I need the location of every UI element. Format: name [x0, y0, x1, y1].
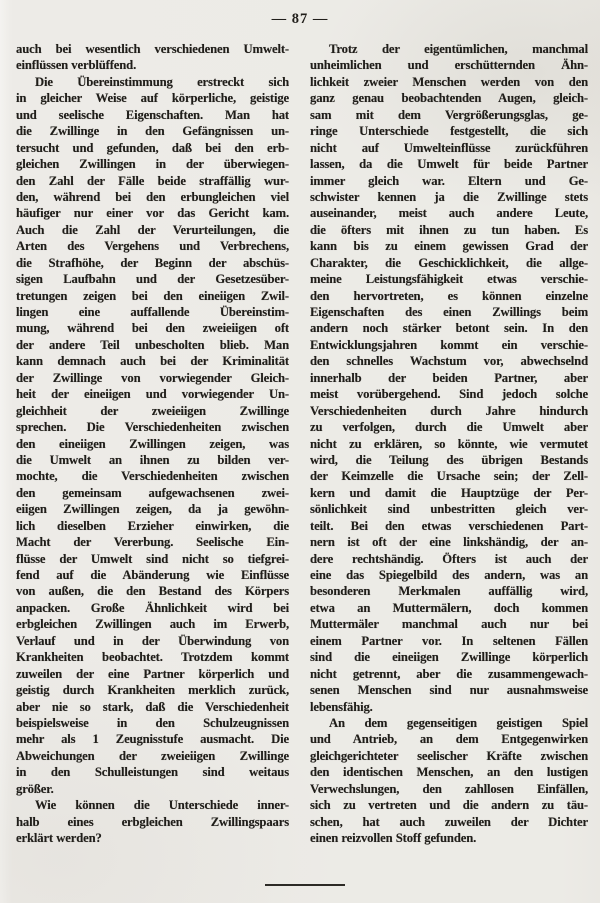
text-line: schen, hat auch zuweilen der Dichter	[310, 814, 588, 829]
text-line: lebensfähig.	[310, 699, 373, 714]
text-line: eine das Spiegelbild des andern, was an	[310, 568, 588, 582]
text-line: den Zahl der Fälle beide straffällig wur-	[16, 173, 289, 188]
text-line: Charakter, die Geschicklichkeit, die allge-	[310, 255, 588, 270]
section-divider-rule	[265, 884, 345, 886]
text-line: Eigenschaften des einen Zwillings beim	[310, 305, 588, 319]
text-line: Die Übereinstimmung erstreckt sich	[35, 74, 289, 89]
text-line: größer.	[16, 781, 54, 796]
text-line: Arten des Vergehens und Verbrechens,	[16, 239, 289, 254]
text-line: den schnelles Wachstum vor, abwechselnd	[310, 354, 588, 369]
text-line: meine Leistungsfähigkeit etwas verschie-	[310, 272, 588, 287]
text-line: von außen, die den Bestand des Körpers	[16, 584, 289, 599]
text-line: den hervortreten, es können einzelne	[310, 288, 588, 303]
text-line: andern noch stärker betont sein. In den	[310, 321, 588, 336]
text-line: schwister kennen ja die Zwillinge stets	[310, 189, 588, 204]
text-line: eiigen Zwillingen zeigen, da ja gewöhn-	[16, 502, 289, 517]
text-line: sigen Laufbahn und der Gesetzesüber-	[16, 272, 289, 287]
text-line: halb eines erbgleichen Zwillingspaars	[16, 814, 289, 829]
text-line: Verwechslungen, den zahllosen Einfällen,	[310, 781, 588, 796]
text-line: Wie können die Unterschiede inner-	[35, 798, 289, 813]
text-line: innerhalb der beiden Partner, aber	[310, 370, 588, 385]
text-line: sich zu vertreten und die andern zu täu-	[310, 798, 588, 813]
text-line: mehr als 1 Zeugnisstufe ausmacht. Die	[16, 732, 289, 747]
text-line: senen Menschen sind nur ausnahmsweise	[310, 683, 588, 698]
text-line: zu verfolgen, durch die Umwelt aber	[310, 420, 588, 435]
text-line: kern und damit die Hauptzüge der Per-	[310, 485, 588, 500]
text-line: Macht der Vererbung. Seelische Ein-	[16, 535, 289, 550]
text-line: aber nie so stark, daß die Verschiedenheit	[16, 699, 289, 714]
text-line: heit der eineiigen und vorwiegender Un-	[16, 387, 289, 402]
text-line: etwa an Muttermälern, doch kommen	[310, 600, 588, 615]
text-line: dere rechtshändig. Öfters ist auch der	[310, 551, 588, 566]
text-line: Verschiedenheiten durch Jahre hindurch	[310, 403, 588, 418]
text-line: ringe Unterschiede festgestellt, die sich	[310, 124, 588, 139]
text-line: teilt. Bei den etwas verschiedenen Part-	[310, 518, 588, 533]
text-line: einen reizvollen Stoff gefunden.	[310, 831, 477, 845]
text-line: kann demnach auch bei der Kriminalität	[16, 354, 289, 369]
text-line: lingen eine auffallende Übereinstim-	[16, 305, 289, 319]
text-line: auseinander, meist auch andere Leute,	[310, 206, 588, 221]
text-line: flüsse der Umwelt sind nicht so tiefgrei-	[16, 551, 289, 566]
text-line: die Zwillinge in den Gefängnissen un-	[16, 124, 289, 139]
text-line: lichkeit zweier Menschen werden von den	[310, 74, 588, 89]
text-line: anpacken. Große Ähnlichkeit wird bei	[16, 600, 289, 615]
text-line: der Zwillinge von vorwiegender Gleich-	[16, 370, 289, 385]
text-line: Verlauf und in der Überwindung von	[16, 633, 289, 648]
text-line: in den Schulleistungen sind weitaus	[16, 765, 289, 780]
text-line: mung, während bei den zweieiigen oft	[16, 321, 289, 336]
text-line: und Antrieb, an dem Entgegenwirken	[310, 732, 588, 747]
text-line: Abweichungen der zweieiigen Zwillinge	[16, 748, 289, 763]
text-line: und seelische Eigenschaften. Man hat	[16, 107, 289, 122]
text-line: erbgleichen Zwillingen auch im Erwerb,	[16, 617, 289, 632]
text-line: sönlichkeit sind unbestritten gleich ver-	[310, 502, 588, 517]
text-line: sprechen. Die Verschiedenheiten zwischen	[16, 420, 289, 435]
text-line: tretungen zeigen bei den eineiigen Zwil-	[16, 288, 289, 303]
text-line: der andere Teil unbescholten blieb. Man	[16, 337, 289, 352]
text-line: sind die eineiigen Zwillinge körperlich	[310, 650, 588, 665]
text-line: beispielsweise in den Schulzeugnissen	[16, 715, 289, 730]
text-line: gleichheit der zweieiigen Zwillinge	[16, 403, 289, 418]
text-line: den identischen Menschen, an den lustigen	[310, 765, 588, 780]
text-line: in gleicher Weise auf körperliche, geistige	[16, 91, 289, 106]
text-line: fend auf die Abänderung wie Einflüsse	[16, 568, 289, 582]
text-line: zuweilen der eine Partner körperlich und	[16, 666, 289, 681]
text-line: geistig durch Krankheiten merklich zurück,	[16, 683, 289, 698]
text-line: häufiger nur einer vor das Gericht kam.	[16, 206, 289, 221]
text-line: Auch die Zahl der Verurteilungen, die	[16, 222, 289, 237]
text-line: An dem gegenseitigen geistigen Spiel	[329, 715, 588, 730]
text-line: ganz genau beobachtenden Augen, gleich-	[310, 91, 588, 106]
text-line: einflüssen verblüffend.	[16, 58, 137, 73]
text-line: wird, die Teilung des übrigen Bestands	[310, 452, 588, 467]
text-line: immer gleich war. Eltern und Ge-	[310, 173, 588, 188]
text-line: gleichen Zwillingen in der überwiegen-	[16, 157, 289, 172]
text-line: nicht getrennt, aber die zusammengewach-	[310, 666, 588, 681]
text-line: die Strafhöhe, der Beginn der abschüs-	[16, 255, 289, 270]
text-line: Krankheiten beobachtet. Trotzdem kommt	[16, 650, 289, 665]
column-right	[310, 41, 588, 846]
text-line: meist vorübergehend. Sind jedoch solche	[310, 387, 588, 402]
text-line: die öfters mit ihnen zu tun haben. Es	[310, 222, 588, 237]
text-line: besonderen Merkmalen auffällig wird,	[310, 584, 588, 599]
text-line: Trotz der eigentümlichen, manchmal	[329, 42, 588, 56]
text-line: erklärt werden?	[16, 831, 102, 845]
text-line: tersucht und gefunden, daß bei den erb-	[16, 140, 289, 155]
text-line: lassen, da die Umwelt für beide Partner	[310, 157, 588, 172]
text-line: lich dieselben Erzieher einwirken, die	[16, 518, 289, 533]
text-line: Muttermäler manchmal auch nur bei	[310, 617, 588, 632]
text-line: gleichgerichteter seelischer Kräfte zwischen	[310, 748, 588, 763]
text-line: den, während bei den erbungleichen viel	[16, 189, 289, 204]
text-line: nicht auf Umwelteinflüsse zurückführen	[310, 140, 588, 155]
text-line: der Keimzelle die Ursache sein; der Zell-	[310, 469, 588, 484]
text-line: unheimlichen und erschütternden Ähn-	[310, 58, 588, 73]
text-line: die Umwelt an ihnen zu bilden ver-	[16, 452, 289, 467]
text-line: einem Partner vor. In seltenen Fällen	[310, 633, 588, 648]
text-line: den gemeinsam aufgewachsenen zwei-	[16, 485, 289, 500]
text-columns	[0, 28, 600, 846]
text-line: nern ist oft der eine linkshändig, der an-	[310, 535, 588, 550]
text-line: auch bei wesentlich verschiedenen Umwelt-	[16, 42, 289, 56]
text-line: sam mit dem Vergrößerungsglas, ge-	[310, 107, 588, 122]
text-line: nicht zu erklären, so könnte, wie vermutet	[310, 436, 588, 451]
text-line: Entwicklungsjahren kommt ein verschie-	[310, 337, 588, 352]
column-left	[16, 41, 289, 846]
text-line: kann bis zu einem gewissen Grad der	[310, 239, 588, 254]
text-line: den eineiigen Zwillingen zeigen, was	[16, 436, 289, 451]
text-line: mochte, die Verschiedenheiten zwischen	[16, 469, 289, 484]
page-number: — 87 —	[271, 11, 329, 27]
